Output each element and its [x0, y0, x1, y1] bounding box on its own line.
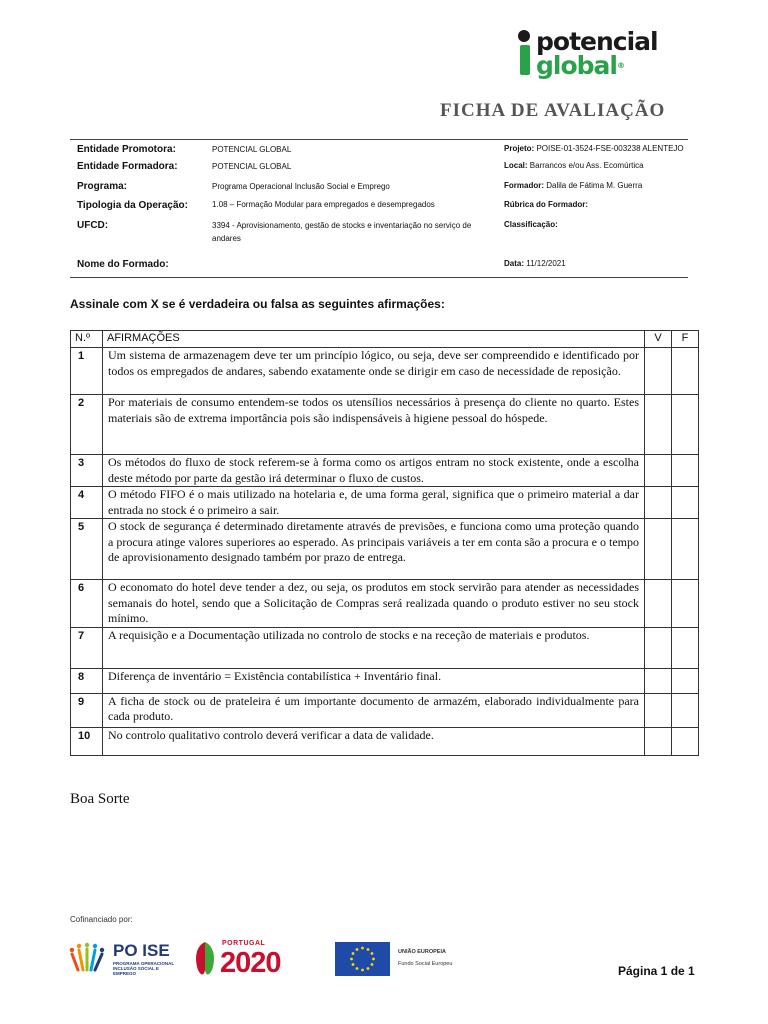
logo-word-potencial: potencial	[536, 27, 658, 56]
closing-text: Boa Sorte	[70, 791, 130, 807]
eu-logo	[335, 942, 460, 976]
portugal-2020-logo	[192, 940, 317, 980]
false-checkbox-cell[interactable]	[672, 580, 699, 628]
logo-bar	[520, 45, 530, 75]
row-statement: Um sistema de armazenagem deve ter um princípio lógico, ou seja, deve ser compreendido e identificado por todos os empregados de andares, sabendo exatamente onde se dirigir em caso de necessidade de reposição.	[103, 348, 645, 395]
page-title: FICHA DE AVALIAÇÃO	[440, 100, 666, 121]
table-row	[71, 627, 699, 668]
header-f: F	[672, 331, 699, 348]
false-checkbox-cell[interactable]	[672, 487, 699, 519]
row-number: 2	[71, 395, 103, 455]
logo-word-global	[536, 52, 625, 80]
label-entidade-promotora: Entidade Promotora:	[77, 144, 176, 155]
label-programa: Programa:	[77, 181, 128, 192]
row-statement: A requisição e a Documentação utilizada no controlo de stocks e na receção de materiais e produtos.	[103, 627, 645, 668]
true-checkbox-cell[interactable]	[645, 580, 672, 628]
info-table	[70, 139, 688, 278]
false-checkbox-cell[interactable]	[672, 455, 699, 487]
year-2020: 2020	[220, 947, 281, 979]
label-data: Data:	[504, 259, 525, 268]
logo-dot	[518, 30, 530, 42]
row-statement: Diferença de inventário = Existência contabilística + Inventário final.	[103, 668, 645, 693]
table-row	[71, 580, 699, 628]
row-number: 5	[71, 519, 103, 580]
eu-flag-icon	[335, 942, 390, 976]
label-nome-formado: Nome do Formado:	[77, 259, 169, 270]
true-checkbox-cell[interactable]	[645, 727, 672, 755]
statements-table	[70, 330, 699, 756]
table-row	[71, 487, 699, 519]
value-formador: Dalila de Fátima M. Guerra	[546, 181, 643, 190]
instruction-text: Assinale com X se é verdadeira ou falsa as seguintes afirmações:	[70, 297, 445, 311]
label-projeto: Projeto:	[504, 144, 535, 153]
row-statement: O método FIFO é o mais utilizado na hotelaria e, de uma forma geral, significa que o primeiro material a dar entrada no stock é o primeiro a sair.	[103, 487, 645, 519]
label-tipologia: Tipologia da Operação:	[77, 200, 188, 211]
header-v: V	[645, 331, 672, 348]
row-number: 10	[71, 727, 103, 755]
projeto-field	[504, 144, 684, 153]
value-data: 11/12/2021	[526, 259, 566, 268]
label-entidade-formadora: Entidade Formadora:	[77, 161, 178, 172]
table-row	[71, 519, 699, 580]
poise-logo	[68, 940, 178, 980]
label-ufcd: UFCD:	[77, 220, 109, 231]
formador-field	[504, 181, 642, 190]
value-projeto: POISE-01-3524-FSE-003238 ALENTEJO	[536, 144, 684, 153]
true-checkbox-cell[interactable]	[645, 348, 672, 395]
poise-title: PO ISE	[113, 941, 170, 960]
logo-registered-mark: ®	[616, 61, 625, 70]
logo-word-global-text: global	[536, 51, 617, 80]
row-number: 8	[71, 668, 103, 693]
table-row	[71, 693, 699, 727]
false-checkbox-cell[interactable]	[672, 693, 699, 727]
true-checkbox-cell[interactable]	[645, 519, 672, 580]
value-tipologia: 1.08 – Formação Modular para empregados e desempregados	[212, 200, 435, 209]
page-indicator: Página 1 de 1	[618, 964, 695, 978]
value-entidade-promotora: POTENCIAL GLOBAL	[212, 145, 292, 154]
value-entidade-formadora: POTENCIAL GLOBAL	[212, 162, 292, 171]
label-formador: Formador:	[504, 181, 544, 190]
false-checkbox-cell[interactable]	[672, 519, 699, 580]
label-local: Local:	[504, 161, 528, 170]
table-row	[71, 668, 699, 693]
true-checkbox-cell[interactable]	[645, 693, 672, 727]
false-checkbox-cell[interactable]	[672, 627, 699, 668]
cofinanciado-label: Cofinanciado por:	[70, 915, 133, 924]
poise-icon	[68, 940, 108, 980]
row-number: 9	[71, 693, 103, 727]
label-classificacao: Classificação:	[504, 220, 558, 229]
true-checkbox-cell[interactable]	[645, 668, 672, 693]
false-checkbox-cell[interactable]	[672, 395, 699, 455]
row-statement: Por materiais de consumo entendem-se todos os utensílios necessários à presença do cliente no quarto. Estes materiais são de extrema importância pois são indispensáveis à higiene pessoal do hóspede.	[103, 395, 645, 455]
value-local: Barrancos e/ou Ass. Ecomúrtica	[529, 161, 644, 170]
row-number: 3	[71, 455, 103, 487]
false-checkbox-cell[interactable]	[672, 668, 699, 693]
value-ufcd: 3394 - Aprovisionamento, gestão de stocks e inventariação no serviço de andares	[212, 221, 472, 243]
row-statement: O economato do hotel deve tender a dez, ou seja, os produtos em stock servirão para atender as necessidades semanais do hotel, sendo que a Solicitação de Compras será realizada quando o produto estiver no seu stock mínimo.	[103, 580, 645, 628]
portugal-2020-icon	[192, 940, 218, 978]
fse-label: Fundo Social Europeu	[398, 961, 453, 967]
row-number: 4	[71, 487, 103, 519]
portugal-label: PORTUGAL	[222, 940, 266, 947]
row-number: 1	[71, 348, 103, 395]
data-field	[504, 259, 566, 268]
false-checkbox-cell[interactable]	[672, 348, 699, 395]
true-checkbox-cell[interactable]	[645, 627, 672, 668]
row-statement: O stock de segurança é determinado diretamente através de previsões, e funciona como uma proteção quando a procura atinge valores superiores ao esperado. As principais variáveis a ter em conta são a procura e o tempo de aprovisionamento designado também por prazo de entrega.	[103, 519, 645, 580]
true-checkbox-cell[interactable]	[645, 395, 672, 455]
value-programa: Programa Operacional Inclusão Social e Emprego	[212, 182, 390, 191]
header-afirmacoes: AFIRMAÇÕES	[103, 331, 645, 348]
false-checkbox-cell[interactable]	[672, 727, 699, 755]
row-statement: A ficha de stock ou de prateleira é um importante documento de armazém, elaborado individualmente para cada produto.	[103, 693, 645, 727]
true-checkbox-cell[interactable]	[645, 455, 672, 487]
row-statement: No controlo qualitativo controlo deverá verificar a data de validade.	[103, 727, 645, 755]
table-row	[71, 395, 699, 455]
true-checkbox-cell[interactable]	[645, 487, 672, 519]
poise-subtitle: PROGRAMA OPERACIONAL INCLUSÃO SOCIAL E EMPREGO	[113, 961, 175, 976]
table-row	[71, 455, 699, 487]
table-row	[71, 348, 699, 395]
label-rubrica: Rúbrica do Formador:	[504, 200, 589, 209]
header-num: N.º	[71, 331, 103, 348]
eu-label: UNIÃO EUROPEIA	[398, 949, 446, 955]
table-header-row	[71, 331, 699, 348]
row-number: 7	[71, 627, 103, 668]
row-number: 6	[71, 580, 103, 628]
potencial-global-logo	[516, 28, 691, 80]
row-statement: Os métodos do fluxo de stock referem-se à forma como os artigos entram no stock existente, onde a escolha deste método por parte da gestão irá determinar o fluxo de custos.	[103, 455, 645, 487]
local-field	[504, 161, 644, 170]
table-row	[71, 727, 699, 755]
